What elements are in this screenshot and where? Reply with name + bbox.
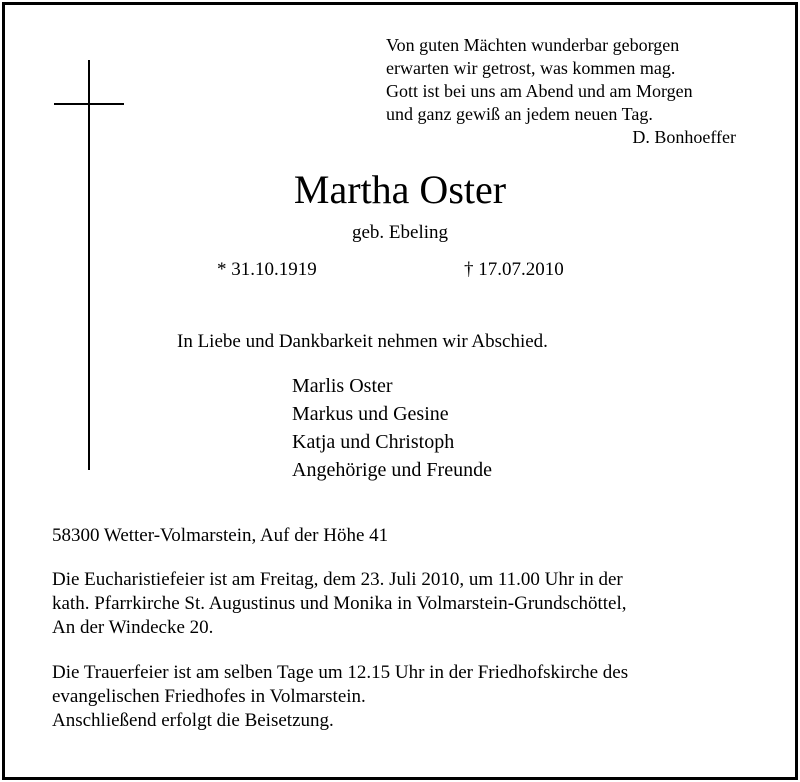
family-address: 58300 Wetter-Volmarstein, Auf der Höhe 41	[52, 525, 389, 546]
mourner-name: Marlis Oster	[292, 375, 393, 397]
mass-notice-line: Die Eucharistiefeier ist am Freitag, dem 23. Juli 2010, um 11.00 Uhr in der	[52, 569, 623, 590]
bonhoeffer-quote	[386, 34, 736, 149]
cross-horizontal-beam	[54, 103, 124, 105]
mass-notice-line: An der Windecke 20.	[52, 617, 214, 638]
quote-line: Von guten Mächten wunderbar geborgen	[386, 35, 680, 55]
mass-notice-line: kath. Pfarrkirche St. Augustinus und Monika in Volmarstein-Grundschöttel,	[52, 593, 627, 614]
mourner-name: Katja und Christoph	[292, 431, 455, 453]
mourners-list	[292, 372, 492, 484]
maiden-name: geb. Ebeling	[351, 222, 449, 243]
cross-vertical-beam	[88, 60, 90, 470]
mourner-name: Markus und Gesine	[292, 403, 449, 425]
mourner-name: Angehörige und Freunde	[292, 459, 492, 481]
mass-notice	[52, 568, 627, 640]
quote-line: erwarten wir getrost, was kommen mag.	[386, 58, 676, 78]
farewell-text: In Liebe und Dankbarkeit nehmen wir Abschied.	[177, 331, 548, 352]
funeral-notice-line: evangelischen Friedhofes in Volmarstein.	[52, 686, 366, 707]
quote-line: Gott ist bei uns am Abend und am Morgen	[386, 81, 693, 101]
deceased-name: Martha Oster	[293, 167, 507, 212]
funeral-notice-line: Anschließend erfolgt die Beisetzung.	[52, 710, 334, 731]
funeral-notice	[52, 661, 628, 733]
death-date: † 17.07.2010	[464, 259, 564, 280]
birth-date: * 31.10.1919	[217, 259, 317, 280]
funeral-notice-line: Die Trauerfeier ist am selben Tage um 12.15 Uhr in der Friedhofskirche des	[52, 662, 629, 683]
quote-author: D. Bonhoeffer	[632, 127, 736, 147]
quote-line: und ganz gewiß an jedem neuen Tag.	[386, 104, 653, 124]
